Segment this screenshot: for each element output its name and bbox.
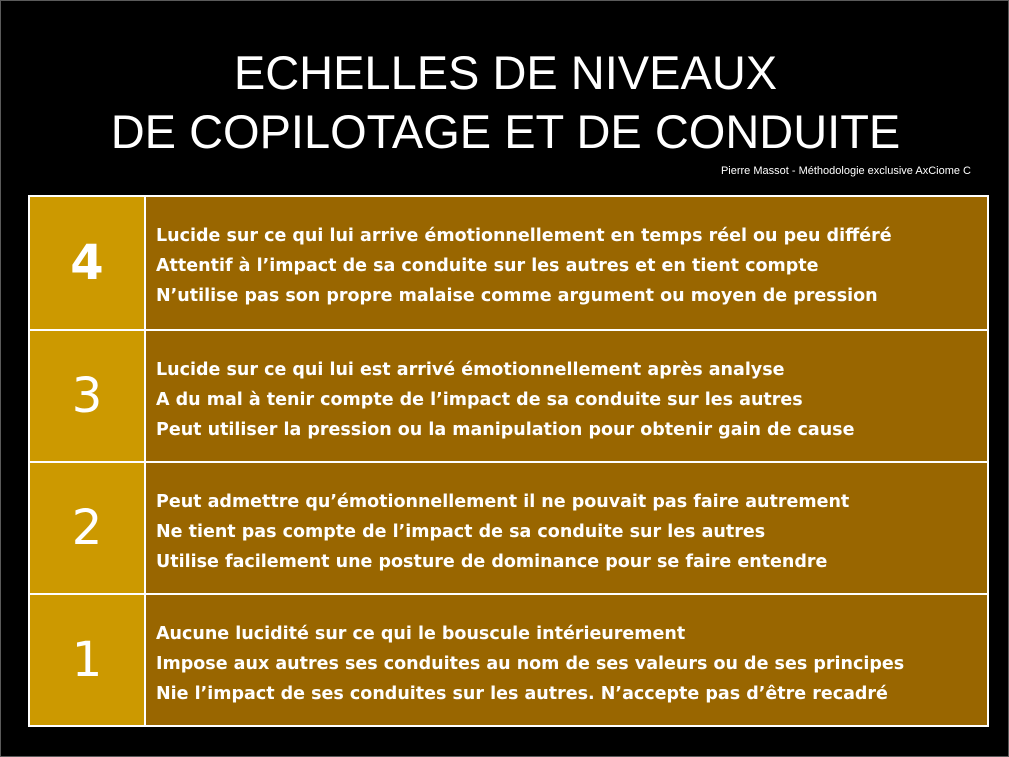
- slide-title-line-2: DE COPILOTAGE ET DE CONDUITE: [110, 105, 901, 158]
- level-description-line: Nie l’impact de ses conduites sur les autres. N’accepte pas d’être recadré: [156, 684, 888, 704]
- slide-title-line-1: ECHELLES DE NIVEAUX: [233, 46, 778, 99]
- level-description-line: Lucide sur ce qui lui arrive émotionnellement en temps réel ou peu différé: [156, 226, 892, 246]
- level-description: [146, 463, 987, 593]
- level-number: 2: [30, 463, 146, 593]
- level-number: 1: [30, 595, 146, 725]
- author-credit: Pierre Massot - Méthodologie exclusive AxCiome C: [720, 165, 971, 177]
- level-row-2: [30, 461, 987, 593]
- level-description: [146, 595, 987, 725]
- levels-table: [28, 195, 989, 727]
- level-number: 4: [30, 197, 146, 329]
- level-description-line: A du mal à tenir compte de l’impact de sa conduite sur les autres: [156, 390, 803, 410]
- level-description-line: Peut admettre qu’émotionnellement il ne pouvait pas faire autrement: [156, 492, 850, 512]
- level-description-line: Attentif à l’impact de sa conduite sur les autres et en tient compte: [156, 256, 819, 276]
- level-description-line: Lucide sur ce qui lui est arrivé émotionnellement après analyse: [156, 360, 785, 380]
- level-description: [146, 331, 987, 461]
- level-row-3: [30, 329, 987, 461]
- level-number: 3: [30, 331, 146, 461]
- level-description: [146, 197, 987, 329]
- level-description-line: Peut utiliser la pression ou la manipulation pour obtenir gain de cause: [156, 420, 855, 440]
- level-row-4: [30, 197, 987, 329]
- level-description-line: N’utilise pas son propre malaise comme argument ou moyen de pression: [156, 286, 878, 306]
- level-description-line: Impose aux autres ses conduites au nom de ses valeurs ou de ses principes: [156, 654, 905, 674]
- level-row-1: [30, 593, 987, 725]
- level-description-line: Aucune lucidité sur ce qui le bouscule intérieurement: [156, 624, 686, 644]
- level-description-line: Utilise facilement une posture de dominance pour se faire entendre: [156, 552, 828, 572]
- level-description-line: Ne tient pas compte de l’impact de sa conduite sur les autres: [156, 522, 766, 542]
